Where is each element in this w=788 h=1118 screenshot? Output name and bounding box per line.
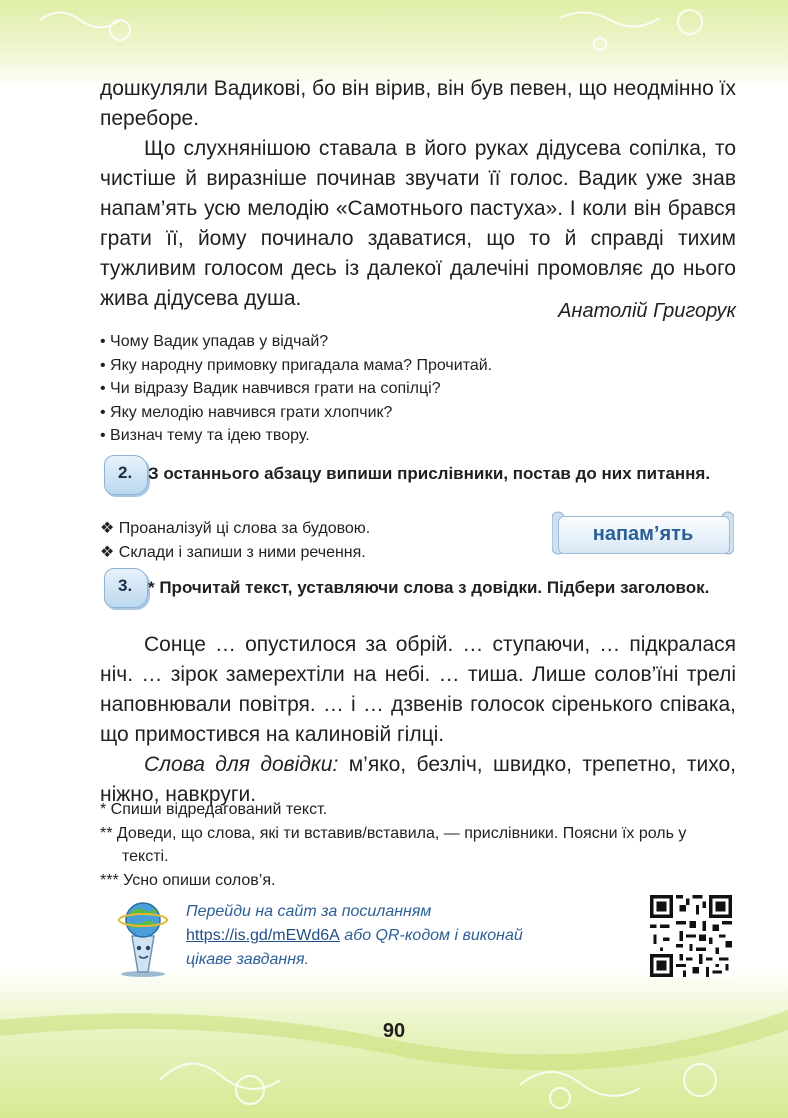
question-item: • Яку мелодію навчився грати хлопчик? xyxy=(100,401,492,425)
task-3-instruction: * Прочитай текст, уставляючи слова з довідки. Підбери заголовок. xyxy=(148,578,710,597)
note-item: ** Доведи, що слова, які ти вставив/вставила, — прислівники. Поясни їх роль у тексті. xyxy=(100,824,687,865)
task-2-subtask: ❖ Склади і запиши з ними речення. xyxy=(100,544,366,561)
question-item: • Визнач тему та ідею твору. xyxy=(100,424,492,448)
story-paragraph-2: Що слухнянішою ставала в його руках дідусева сопілка, то чистіше й виразніше починав звучати її голос. Вадик уже знав напам’ять усю мелодію «Самотнього пастуха». І коли він брався грати її, йому починало здаватися, що то й справді тихим тужливим голосом десь із далекої далечіні промовляє до нього жива дідусева душа. xyxy=(100,137,736,310)
question-item: • Чи відразу Вадик навчився грати на сопілці? xyxy=(100,377,492,401)
hint-label: Слова для довідки: xyxy=(144,753,339,776)
note-item: *** Усно опиши солов’я. xyxy=(100,871,276,889)
vocabulary-word: напам’ять xyxy=(592,523,694,545)
online-task-block xyxy=(186,900,606,972)
story-author: Анатолій Григорук xyxy=(558,300,736,322)
question-item: • Чому Вадик упадав у відчай? xyxy=(100,330,492,354)
online-line-1: Перейди на сайт за посиланням xyxy=(186,903,432,920)
hint-words: м’яко, безліч, швидко, трепетно, тихо, ніжно, навкруги. xyxy=(100,753,736,806)
exercise-text: Сонце … опустилося за обрій. … ступаючи, … підкралася ніч. … зірок замерехтіли на небі. … тиша. Лише солов’їні трелі наповнювали повітря. … і … дзвенів голосок сіренького співака, що примостився на калиновій гілці. xyxy=(100,633,736,746)
vocabulary-scroll xyxy=(552,508,734,558)
task-3-notes xyxy=(100,798,736,892)
task-link[interactable]: https://is.gd/mEWd6A xyxy=(186,927,340,944)
question-list xyxy=(100,330,492,448)
task-3-number: 3. xyxy=(118,576,133,595)
globe-mascot-icon xyxy=(112,898,174,978)
task-2-number: 2. xyxy=(118,463,133,482)
task-2-subtask: ❖ Проаналізуй ці слова за будовою. xyxy=(100,520,371,537)
note-item: * Спиши відредагований текст. xyxy=(100,801,328,818)
online-line-3: цікаве завдання. xyxy=(186,951,309,968)
question-item: • Яку народну примовку пригадала мама? Прочитай. xyxy=(100,354,492,378)
story-paragraph-1: дошкуляли Вадикові, бо він вірив, він був певен, що неодмінно їх переборе. xyxy=(100,77,736,130)
online-line-2-text: або QR-кодом і виконай xyxy=(339,927,523,944)
qr-code[interactable] xyxy=(650,895,732,977)
online-line-2 xyxy=(186,924,606,948)
page-number: 90 xyxy=(382,1020,406,1042)
task-2-instruction: З останнього абзацу випиши прислівники, постав до них питання. xyxy=(148,464,711,483)
